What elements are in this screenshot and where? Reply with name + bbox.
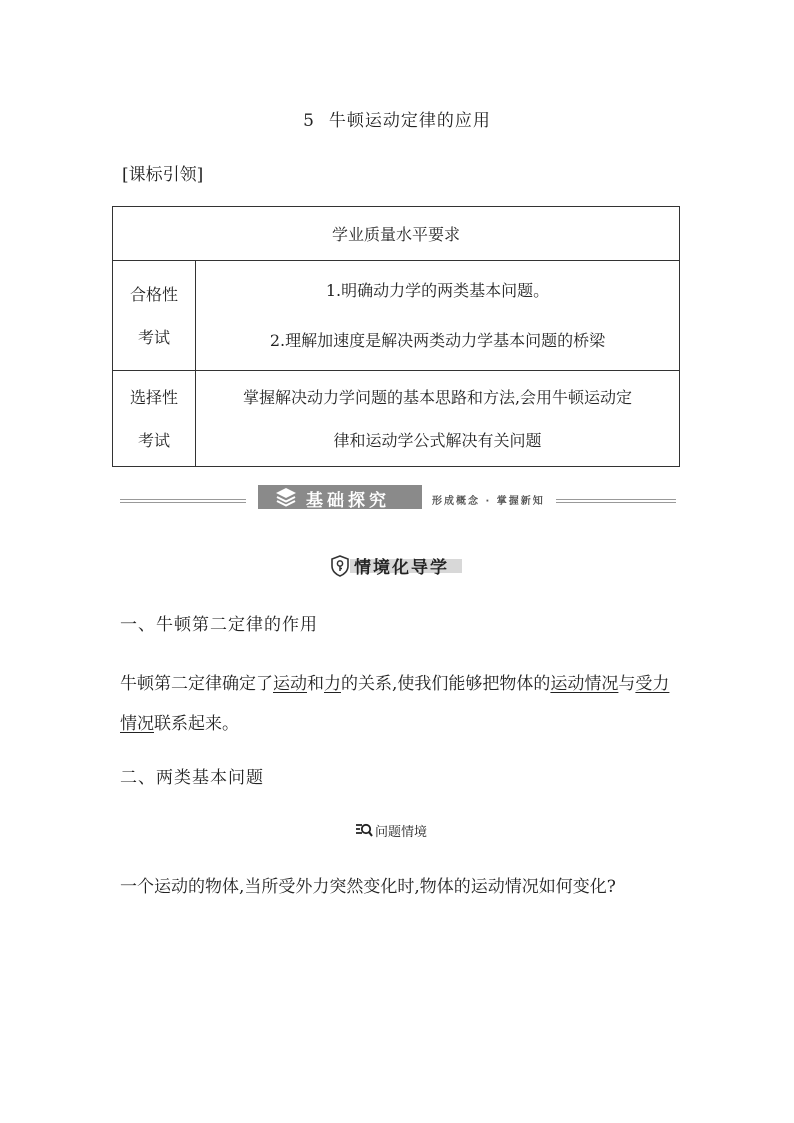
scene-title: 问题情境 [375,825,428,840]
row-label [113,371,196,467]
paragraph-text: 联系起来。 [154,714,239,734]
layers-icon [274,487,298,507]
page-title [0,106,794,131]
row-content [196,261,680,371]
section-banner [120,483,676,511]
paragraph-text: 与 [618,674,636,694]
section-heading: 一、牛顿第二定律的作用 [120,615,318,635]
requirements-table [112,206,680,467]
row-content-line: 律和运动学公式解决有关问题 [333,430,542,450]
row-label-line: 考试 [137,327,170,347]
row-content-line: 2.理解加速度是解决两类动力学基本问题的桥梁 [269,330,606,350]
underlined-term: 运动 [273,674,307,694]
table-row [113,261,680,371]
section-badge [330,553,464,579]
question-text: 一个运动的物体,当所受外力突然变化时,物体的运动情况如何变化? [120,877,616,897]
table-row [113,371,680,467]
row-content-line: 1.明确动力学的两类基本问题。 [325,280,550,300]
banner-subtitle: 形成概念 · 掌握新知 [432,496,545,507]
key-shield-icon [330,555,350,577]
row-content [196,371,680,467]
underlined-term: 力 [324,674,341,694]
table-header: 学业质量水平要求 [113,207,680,261]
search-list-icon [355,822,373,838]
section-label: [课标引领] [122,165,204,185]
section-heading: 二、两类基本问题 [120,768,264,788]
banner-rule-left [120,499,246,503]
paragraph-text: 和 [307,674,324,694]
row-label-line: 选择性 [129,387,178,407]
section-number: 5 [303,111,315,131]
underlined-term: 受力情况 [120,674,670,734]
paragraph-text: 的关系,使我们能够把物体的 [341,674,551,694]
row-label [113,261,196,371]
badge-title: 情境化导学 [354,558,449,578]
section-title: 牛顿运动定律的应用 [328,111,491,131]
banner-pill [258,485,422,509]
paragraph-text: 牛顿第二定律确定了 [120,674,273,694]
table-header-row [113,207,680,261]
row-label-line: 合格性 [129,284,178,304]
banner-title: 基础探究 [306,491,390,511]
row-label-line: 考试 [137,430,170,450]
banner-rule-right [556,499,676,503]
row-content-line: 掌握解决动力学问题的基本思路和方法,会用牛顿运动定 [242,387,633,407]
paragraph [120,664,676,744]
underlined-term: 运动情况 [550,674,619,694]
